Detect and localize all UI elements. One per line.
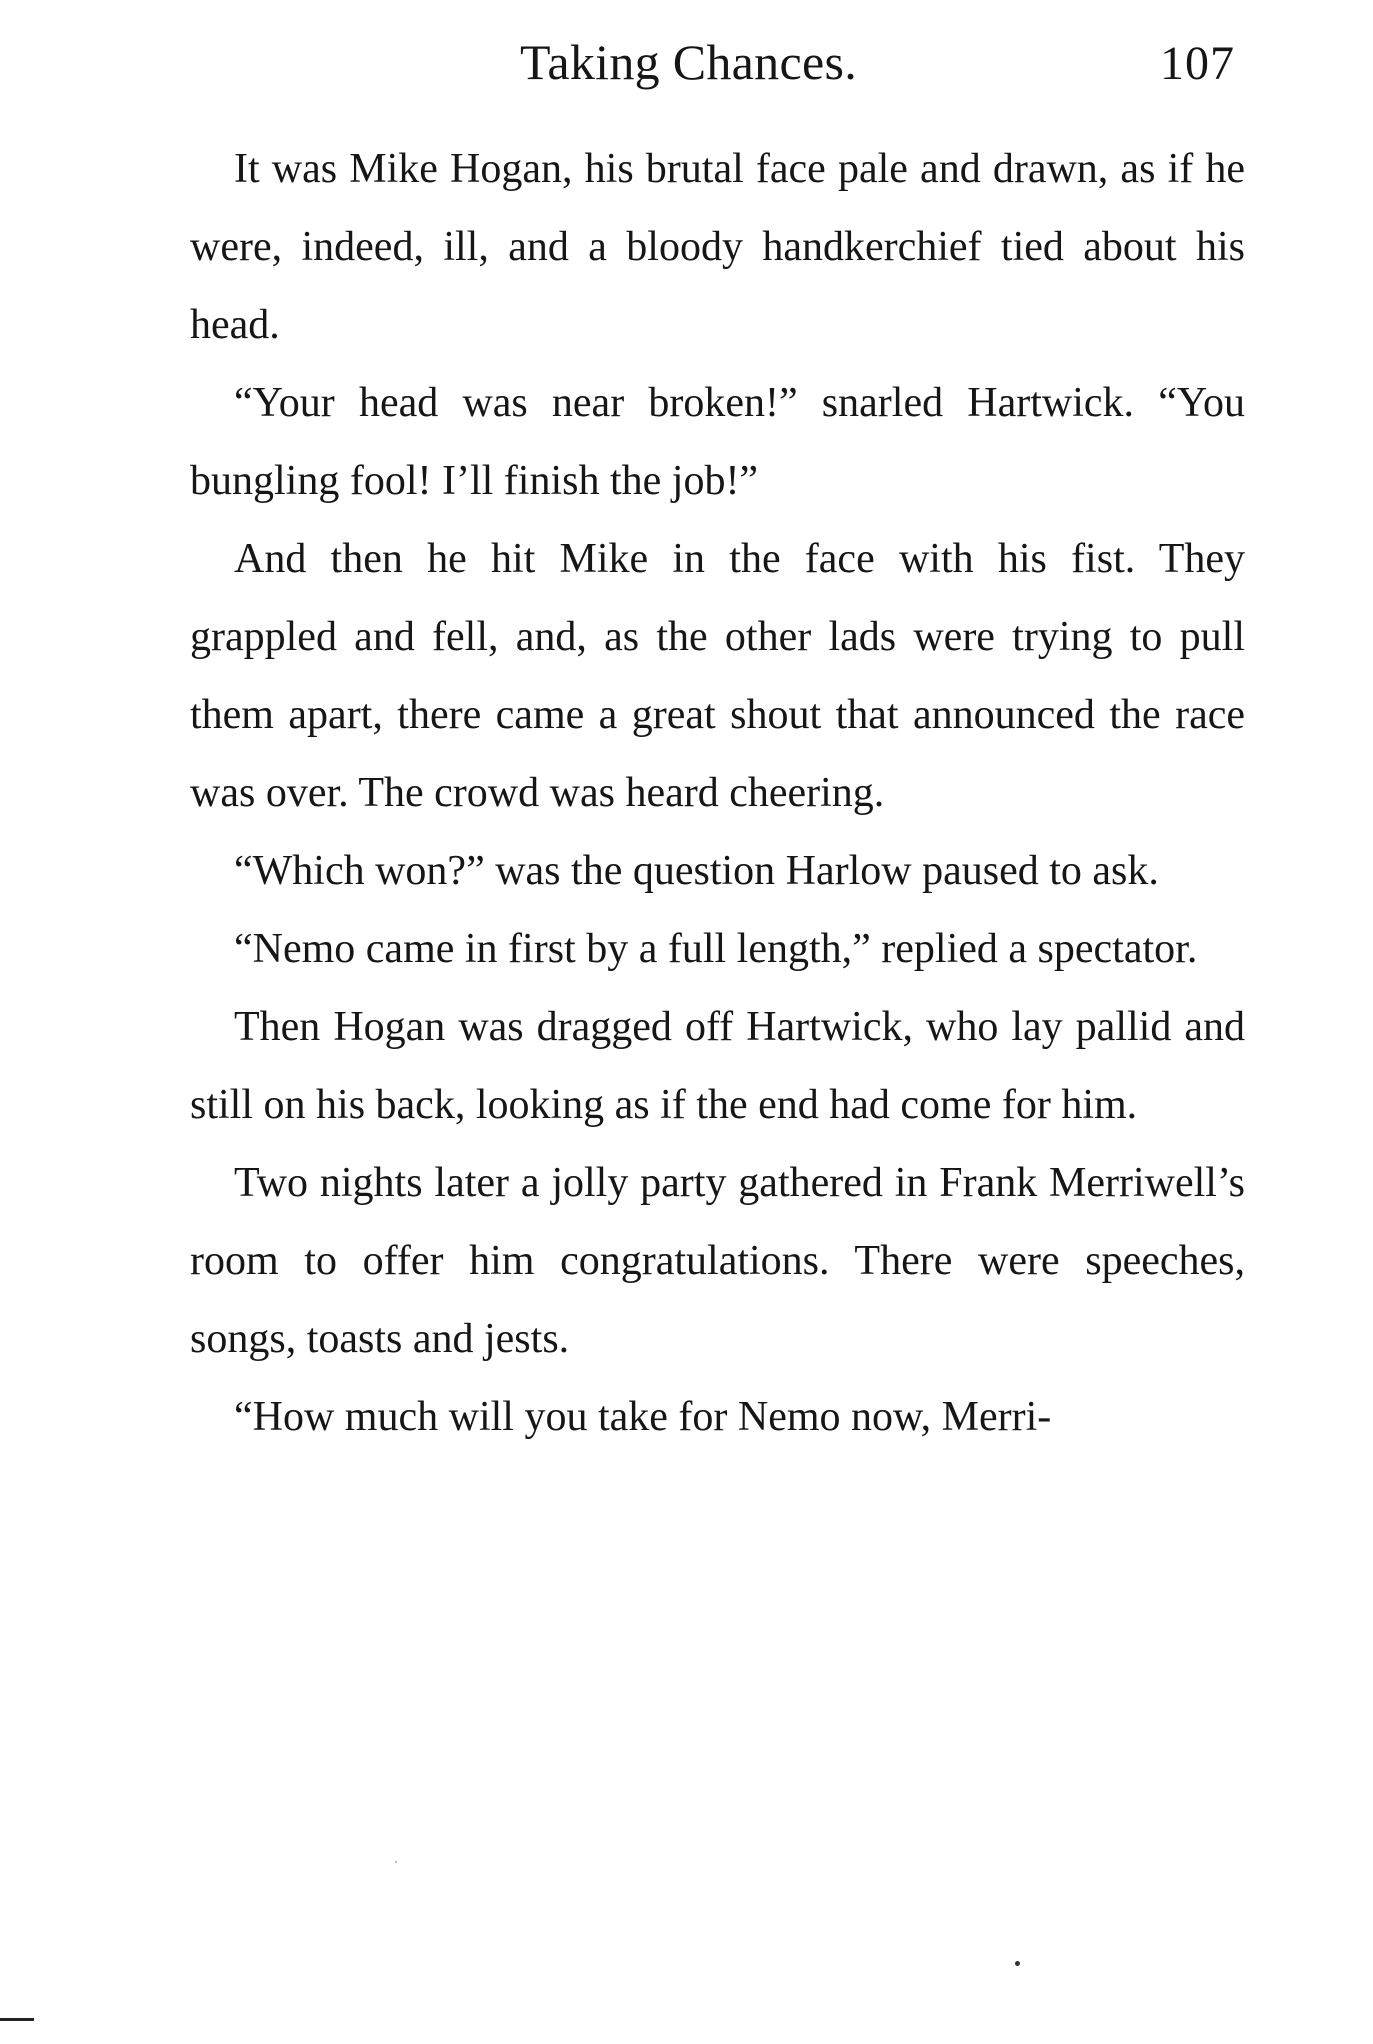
body-text: [190, 130, 1245, 1456]
paragraph: It was Mike Hogan, his brutal face pale and drawn, as if he were, indeed, ill, and a bloody handkerchief tied about his head.: [190, 146, 1245, 348]
running-head: [0, 22, 1373, 102]
running-title: Taking Chances.: [520, 34, 858, 90]
paragraph: “Your head was near broken!” snarled Hartwick. “You bungling fool! I’ll finish the job!”: [190, 380, 1245, 504]
paragraph: Two nights later a jolly party gathered in Frank Merriwell’s room to offer him congratulations. There were speeches, songs, toasts and jests.: [190, 1160, 1245, 1362]
paragraph: “Which won?” was the question Harlow paused to ask.: [234, 848, 1159, 894]
paragraph: “How much will you take for Nemo now, Merri-: [234, 1394, 1052, 1440]
ink-speck: [1015, 1961, 1020, 1966]
ink-speck: [395, 1861, 397, 1863]
page-number: 107: [1160, 37, 1235, 90]
paragraph: “Nemo came in first by a full length,” replied a spectator.: [234, 926, 1198, 972]
paragraph: Then Hogan was dragged off Hartwick, who lay pallid and still on his back, looking as if the end had come for him.: [190, 1004, 1245, 1128]
paragraph: And then he hit Mike in the face with his fist. They grappled and fell, and, as the other lads were trying to pull them apart, there came a great shout that announced the race was over. The crowd was heard cheering.: [190, 536, 1245, 816]
edge-mark: [0, 2018, 34, 2021]
